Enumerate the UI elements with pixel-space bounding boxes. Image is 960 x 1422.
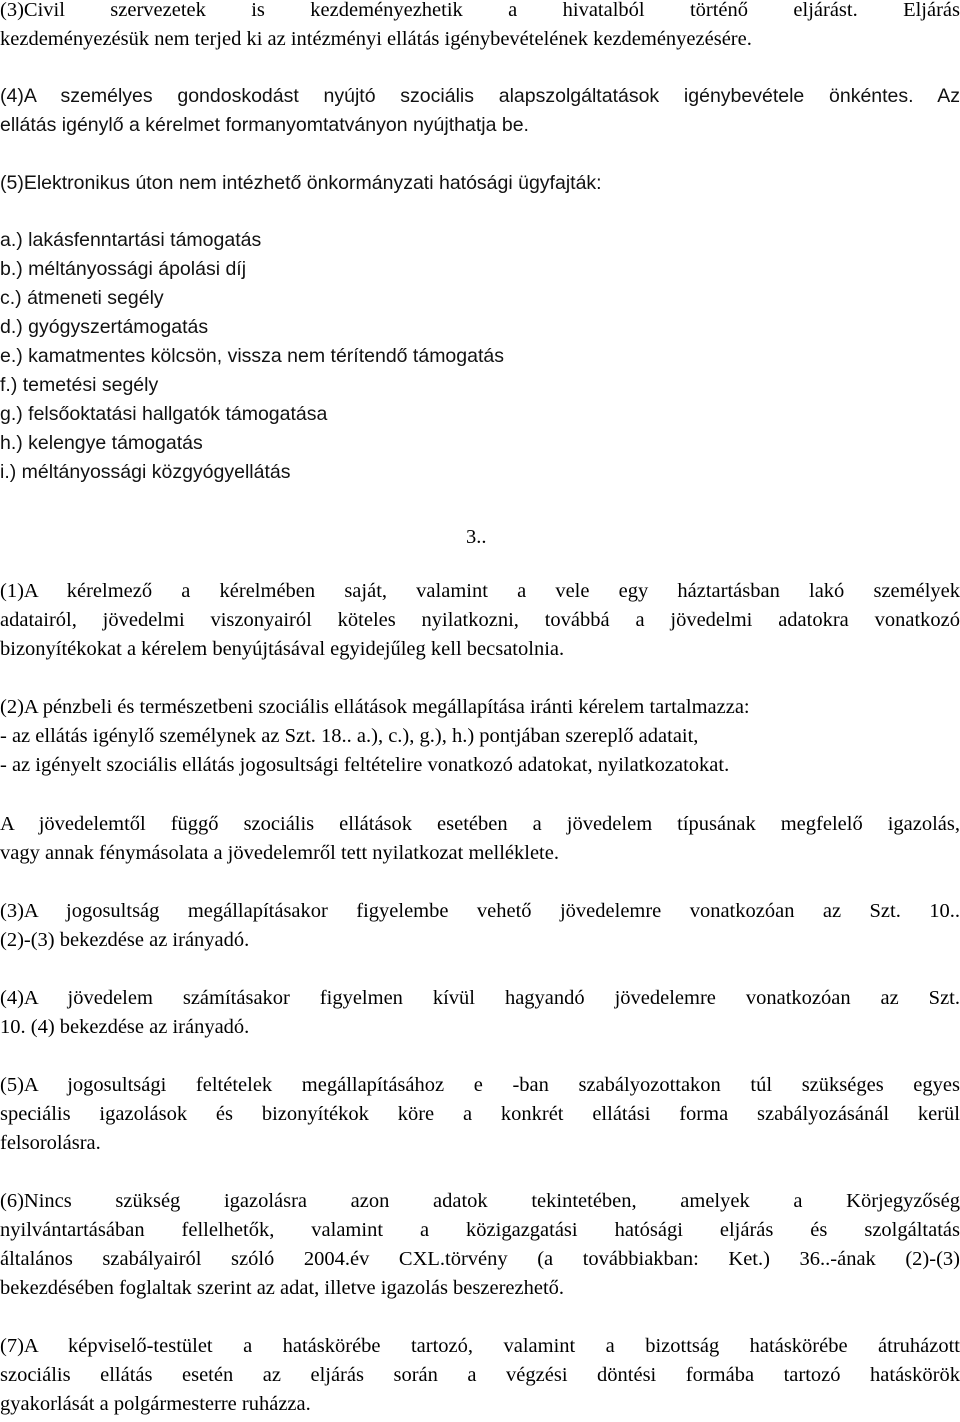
list-item: c.) átmeneti segély (0, 287, 164, 309)
section-3-paragraph-6 (0, 1187, 960, 1303)
section-3-paragraph-3 (0, 897, 960, 955)
text-line: (4)A jövedelem számításakor figyelmen kívül hagyandó jövedelemre vonatkozóan az Szt. (0, 987, 960, 1009)
text-line: (2)A pénzbeli és természetbeni szociális ellátások megállapítása iránti kérelem tartalmazza: (0, 696, 750, 718)
text-line: (6)Nincs szükség igazolásra azon adatok tekintetében, amelyek a Körjegyzőség (0, 1190, 960, 1212)
text-line: - az ellátás igénylő személynek az Szt. 18.. a.), c.), g.), h.) pontjában szereplő adatait, (0, 725, 699, 747)
text-line: 10. (4) bekezdése az irányadó. (0, 1016, 250, 1038)
section-number: 3.. (466, 526, 487, 548)
text-line: (3)A jogosultság megállapításakor figyelembe vehető jövedelemre vonatkozóan az Szt. 10.. (0, 900, 960, 922)
text-line: általános szabályairól szóló 2004.év CXL.törvény (a továbbiakban: Ket.) 36..-ának (2)-(3) (0, 1248, 960, 1270)
list-item: d.) gyógyszertámogatás (0, 316, 209, 338)
text-line: (1)A kérelmező a kérelmében saját, valamint a vele egy háztartásban lakó személyek (0, 580, 960, 602)
list-item: i.) méltányossági közgyógyellátás (0, 461, 291, 483)
text-line: (5)Elektronikus úton nem intézhető önkormányzati hatósági ügyfajták: (0, 172, 602, 194)
text-line: vagy annak fénymásolata a jövedelemről tett nyilatkozat melléklete. (0, 842, 559, 864)
section-3-paragraph-1 (0, 577, 960, 664)
text-line: nyilvántartásában fellelhetők, valamint a közigazgatási hatósági eljárás és szolgáltatás (0, 1219, 960, 1241)
section-3-paragraph-7 (0, 1332, 960, 1419)
section-3-paragraph-5 (0, 1071, 960, 1158)
list-item: h.) kelengye támogatás (0, 432, 203, 454)
text-line: - az igényelt szociális ellátás jogosultsági feltételire vonatkozó adatokat, nyilatkozatokat. (0, 754, 730, 776)
section-3-paragraph-2 (0, 693, 960, 780)
non-electronic-case-types-list (0, 226, 504, 487)
text-line: bekezdésében foglaltak szerint az adat, illetve igazolás beszerezhető. (0, 1277, 565, 1299)
text-line: adatairól, jövedelmi viszonyairól köteles nyilatkozni, továbbá a jövedelmi adatokra vonatkozó (0, 609, 960, 631)
text-line: (3)Civil szervezetek is kezdeményezhetik a hivatalból történő eljárást. Eljárás (0, 0, 960, 21)
list-item: a.) lakásfenntartási támogatás (0, 229, 262, 251)
text-line: speciális igazolások és bizonyítékok köre a konkrét ellátási forma szabályozásánál kerül (0, 1103, 960, 1125)
text-line: (5)A jogosultsági feltételek megállapításához e -ban szabályozottakon túl szükséges egyes (0, 1074, 960, 1096)
paragraph-5-heading (0, 169, 960, 198)
list-item: b.) méltányossági ápolási díj (0, 258, 247, 280)
text-line: bizonyítékokat a kérelem benyújtásával egyidejűleg kell becsatolnia. (0, 638, 565, 660)
text-line: ellátás igénylő a kérelmet formanyomtatványon nyújthatja be. (0, 114, 529, 136)
paragraph-3-civil-organizations (0, 0, 960, 54)
section-3-paragraph-2-income-proof (0, 810, 960, 868)
text-line: szociális ellátás esetén az eljárás során a végzési döntési formába tartozó hatáskörök (0, 1364, 960, 1386)
section-3-paragraph-4 (0, 984, 960, 1042)
text-line: (4)A személyes gondoskodást nyújtó szociális alapszolgáltatások igénybevétele önkéntes. Az (0, 85, 960, 107)
list-item: g.) felsőoktatási hallgatók támogatása (0, 403, 328, 425)
text-line: gyakorlását a polgármesterre ruházza. (0, 1393, 311, 1415)
list-item: f.) temetési segély (0, 374, 159, 396)
text-line: (7)A képviselő-testület a hatáskörébe tartozó, valamint a bizottság hatáskörébe átruházott (0, 1335, 960, 1357)
text-line: A jövedelemtől függő szociális ellátások esetében a jövedelem típusának megfelelő igazolás, (0, 813, 960, 835)
text-line: kezdeményezésük nem terjed ki az intézményi ellátás igénybevételének kezdeményezésére. (0, 28, 752, 50)
list-item: e.) kamatmentes kölcsön, vissza nem térítendő támogatás (0, 345, 504, 367)
text-line: felsorolásra. (0, 1132, 101, 1154)
text-line: (2)-(3) bekezdése az irányadó. (0, 929, 250, 951)
paragraph-4-voluntary-services (0, 82, 960, 140)
